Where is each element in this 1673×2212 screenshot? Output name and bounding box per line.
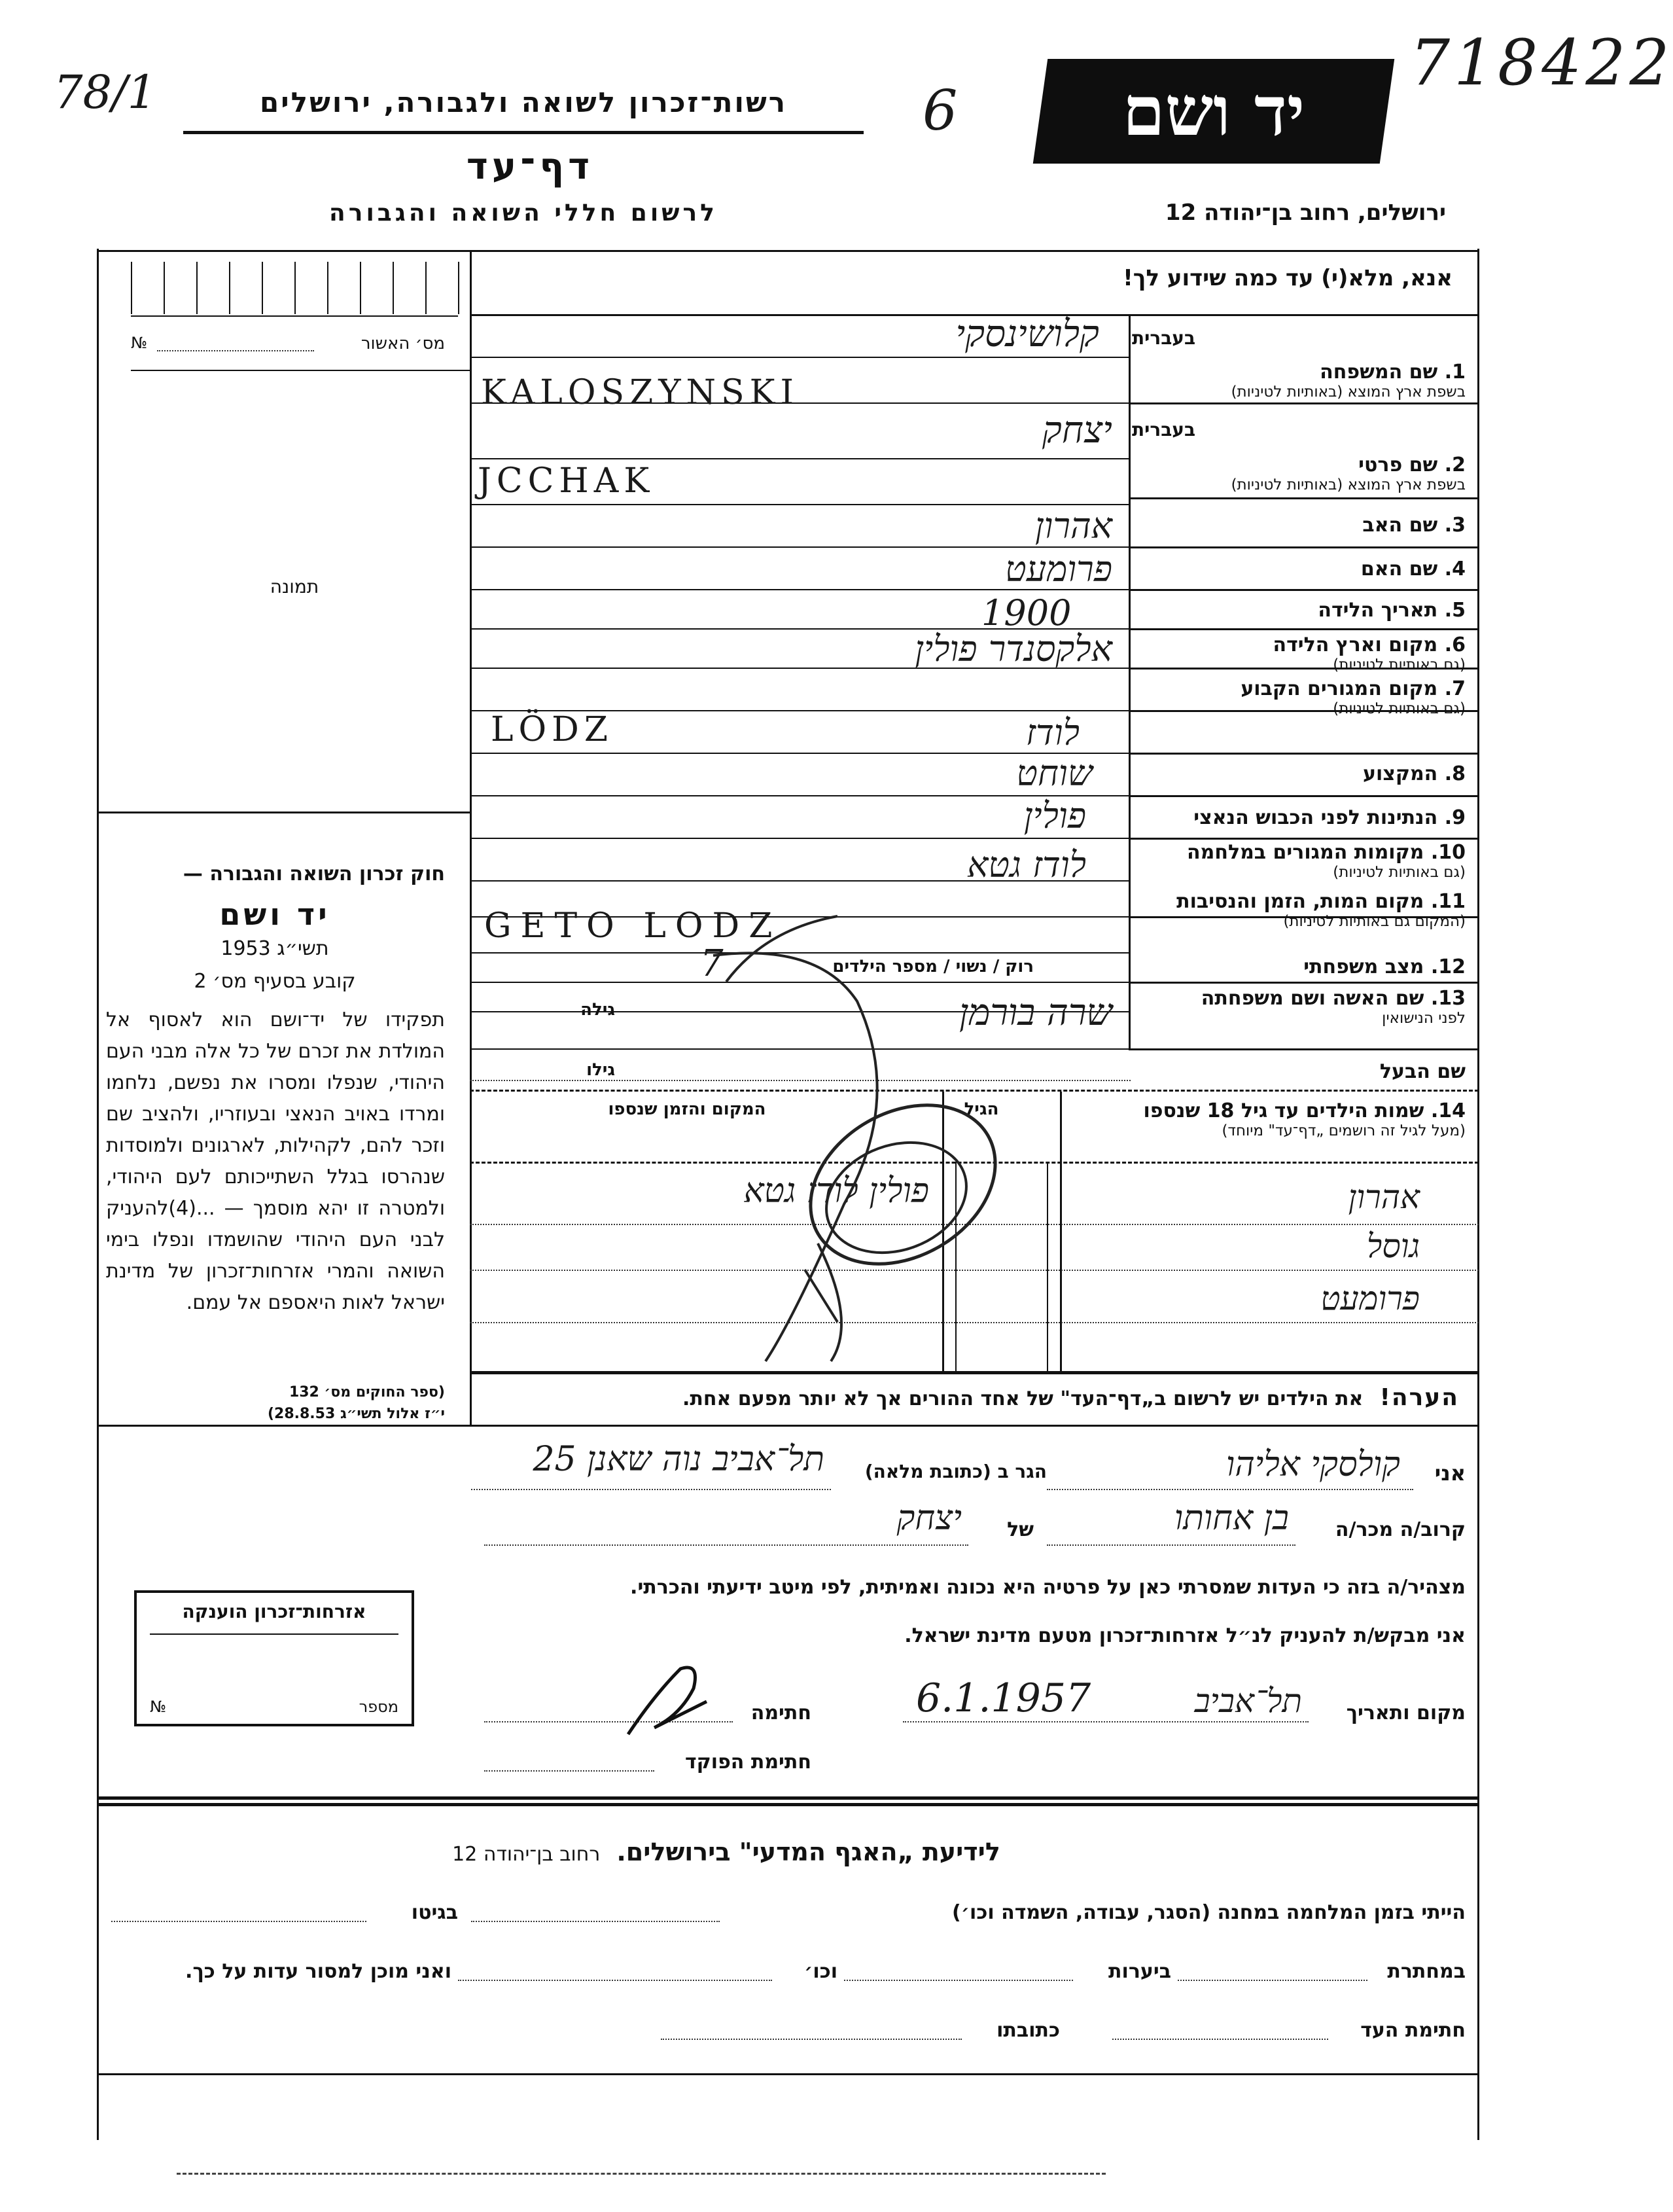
decl-of-value: יצחק [896, 1499, 962, 1538]
field-13-num: 13. [1430, 987, 1466, 1010]
field-2-label: שם פרטי [1358, 454, 1438, 476]
field-4-label: שם האם [1360, 558, 1438, 580]
field-6-label: מקום וארץ הלידה [1273, 633, 1438, 656]
field-10-sub: (גם באותיות לטיניות) [1333, 864, 1466, 881]
field-11-num: 11. [1430, 890, 1466, 913]
decl-date: 6.1.1957 [916, 1675, 1091, 1721]
field-11-label: מקום המות, הזמן והנסיבות [1176, 890, 1424, 913]
field-marital-status [1132, 955, 1466, 978]
field-children [1073, 1099, 1466, 1139]
authority-line: רשות־זכרון לשואה ולגבורה, ירושלים [259, 86, 788, 118]
field-10-label: מקומות המגורים במלחמה [1187, 841, 1424, 864]
decl-i-label: אני [1434, 1461, 1466, 1486]
decl-address: תל־אביב נוה שאנן 25 [533, 1440, 824, 1479]
footer-heading-address: רחוב בן־יהודה 12 [452, 1843, 601, 1866]
field-2-tag: בעברית [1132, 419, 1196, 440]
field-nationality [1132, 806, 1466, 829]
field-3-num: 3. [1444, 514, 1466, 537]
children-col-place: המקום והזמן שנספו [608, 1099, 766, 1119]
value-residence-latin: LÖDZ [491, 710, 613, 749]
field-birth-place [1132, 633, 1466, 673]
footer-line2-b: ביערות [1108, 1960, 1171, 1983]
field-husband: שם הבעל [1379, 1060, 1466, 1083]
field-family-name [1132, 327, 1466, 401]
signature-scribble [615, 1656, 720, 1747]
footer-heading [262, 1838, 1191, 1866]
decl-declarant: קולסקי אליהו [1226, 1445, 1400, 1484]
footer-line2-d: ואני מוכן למסור עדות על כך. [185, 1960, 451, 1983]
note-text: את הילדים יש לרשום ב„דף־העד" של אחד ההורים אך לא יותר מפעם אחת. [682, 1387, 1364, 1410]
law-title: חוק זכרון השואה והגבורה — [183, 863, 445, 885]
field-1-sub: בשפת ארץ המוצא (באותיות לטיניות) [1231, 384, 1466, 401]
law-ref-2: י״ז אלול תשי״ג 28.8.53) [267, 1406, 445, 1422]
citizenship-box [134, 1590, 414, 1726]
decl-signature-label: חתימה [750, 1702, 811, 1724]
decl-statement: מצהיר/ה בזה כי העדות שמסרתי כאן על פרטיה היא נכונה ואמיתית, לפי מיטב ידיעתי והכרתי. [630, 1576, 1466, 1599]
field-11-sub: (המקום גם באותיות לטיניות) [1283, 913, 1466, 930]
value-war-residence: לודז גטא [966, 844, 1086, 885]
value-children-count: 7 [700, 942, 724, 985]
law-year: תשי״ג 1953 [220, 937, 329, 960]
children-col-age: הגיל [964, 1099, 999, 1119]
field-death-place [1132, 890, 1466, 930]
field-residence [1132, 677, 1466, 717]
decl-of-label: של [1007, 1518, 1034, 1541]
child-name-1: אהרון [1348, 1178, 1420, 1216]
field-1-num: 1. [1444, 361, 1466, 384]
footer-line2-c: וכו׳ [804, 1960, 837, 1983]
decl-request: אני מבקש/ת להעניק לנ״ל אזרחות־זכרון מטעם מדינת ישראל. [904, 1624, 1466, 1647]
archive-number: 718422 [1410, 26, 1673, 99]
field-profession [1132, 762, 1466, 785]
field-7-label: מקום המגורים הקבוע [1241, 677, 1438, 700]
footer-line1-a: הייתי בזמן המלחמה במחנה (הסגר, עבודה, השמדה וכו׳) [952, 1901, 1466, 1924]
field-13-label: שם האשה ושם משפחתה [1201, 987, 1424, 1010]
citizenship-no-sign: № [150, 1698, 166, 1716]
child-name-3: פרומעט [1320, 1279, 1420, 1317]
field-7-num: 7. [1444, 677, 1466, 700]
value-residence-he: לודז [1025, 712, 1080, 753]
approval-no-label: מס׳ האשור [361, 334, 445, 353]
value-nationality: פולין [1023, 795, 1086, 836]
photo-label: תמונה [270, 576, 319, 598]
decl-place: תל־אביב [1194, 1682, 1302, 1720]
value-profession: שוחט [1016, 753, 1093, 794]
value-death-place: GETO LODZ [484, 906, 782, 946]
children-place: פולין לודז גטא [743, 1171, 929, 1211]
value-wife: שרה בורמן [959, 991, 1112, 1034]
field-6-num: 6. [1444, 633, 1466, 656]
field-8-label: המקצוע [1362, 762, 1438, 785]
decl-relative-label: קרוב/ה מכר/ה [1335, 1518, 1466, 1541]
field-9-num: 9. [1444, 806, 1466, 829]
field-mother [1132, 558, 1466, 580]
child-name-2: גוסל [1366, 1227, 1420, 1265]
marital-options: רוק / נשוי / מספר הילדים [832, 957, 1034, 976]
field-first-name [1132, 419, 1466, 493]
form-title: דף־עד [466, 145, 594, 188]
law-ref-1: (ספר החוקים מס׳ 132 [289, 1384, 445, 1400]
ink-scribble [687, 903, 1080, 1400]
no-sign: № [131, 334, 147, 352]
field-2-sub: בשפת ארץ המוצא (באותיות לטיניות) [1231, 476, 1466, 493]
field-6-sub: (גם באותיות לטיניות) [1333, 656, 1466, 673]
decl-officer-label: חתימת הפוקד [685, 1751, 811, 1774]
field-12-label: מצב משפחתי [1303, 955, 1424, 978]
field-birth-date [1132, 599, 1466, 622]
field-14-num: 14. [1430, 1099, 1466, 1122]
value-first-name-he: יצחק [1042, 409, 1112, 452]
decl-relation: בן אחותו [1174, 1499, 1289, 1538]
field-4-num: 4. [1444, 558, 1466, 580]
field-10-num: 10. [1430, 841, 1466, 864]
address-line: ירושלים, רחוב בן־יהודה 12 [1165, 200, 1446, 226]
field-war-residence [1132, 841, 1466, 881]
sheet-number: 6 [923, 79, 958, 143]
field-3-label: שם האב [1362, 514, 1438, 537]
field-14-label: שמות הילדים עד גיל 18 שנספו [1143, 1099, 1424, 1122]
field-7-sub: (גם באותיות לטיניות) [1333, 700, 1466, 717]
field-5-num: 5. [1444, 599, 1466, 622]
note-row [484, 1384, 1459, 1411]
field-9-label: הנתינות לפני הכבוש הנאצי [1193, 806, 1438, 829]
form-subtitle: לרשום חללי השואה והגבורה [329, 200, 718, 226]
footer-line3-a: חתימת העד [1360, 2019, 1466, 2042]
law-name: יד ושם [219, 897, 330, 932]
field-12-num: 12. [1430, 955, 1466, 978]
field-14-sub: (מעל לגיל זה רושמים „דף־עד" מיוחד) [1222, 1122, 1466, 1139]
yad-vashem-logo [1033, 59, 1394, 164]
value-birth-date: 1900 [981, 592, 1072, 633]
footer-line2-a: במחתרת [1387, 1960, 1466, 1983]
value-mother: פרומעט [1005, 548, 1112, 590]
law-clause: קובע בסעיף מס׳ 2 [194, 970, 356, 993]
note-label: הערה! [1379, 1384, 1459, 1411]
wife-age-label: גילה [580, 1000, 615, 1020]
value-birth-place: אלקסנדר פולין [915, 628, 1112, 669]
decl-resides-label: הגר ב (כתובת מלאה) [864, 1461, 1047, 1482]
field-father [1132, 514, 1466, 537]
margin-note: 78/1 [54, 65, 157, 119]
footer-heading-bold: לידיעת „האגף המדעי" בירושלים. [616, 1838, 1000, 1866]
field-1-tag: בעברית [1132, 327, 1196, 349]
field-5-label: תאריך הלידה [1318, 599, 1438, 622]
logo-text: יד ושם [1122, 71, 1305, 151]
field-2-num: 2. [1444, 454, 1466, 476]
husband-age-label: גילו [586, 1060, 615, 1080]
citizenship-number-label: מספר [359, 1698, 398, 1716]
value-father: אהרון [1034, 505, 1112, 546]
value-family-name-he: קלושינסקי [955, 313, 1099, 355]
value-family-name-latin: KALOSZYNSKI [481, 373, 800, 412]
decl-place-date-label: מקום ותאריך [1346, 1702, 1466, 1724]
citizenship-box-title: אזרחות־זכרון הוענקה [182, 1601, 366, 1622]
footer-line1-b: בגיטו [411, 1901, 458, 1924]
field-13-sub: לפני הנישואין [1382, 1010, 1466, 1027]
value-first-name-latin: JCCHAK [478, 461, 655, 501]
field-8-num: 8. [1444, 762, 1466, 785]
law-text: תפקידו של יד־ושם הוא לאסוף אל המולדת את זכרם של כל אלה מבני העם היהודי, שנפלו ומסרו את נפשם, נלחמו ומרדו באויב הנאצי ובעוזריו, ולהציב שם וזכר להם, לקהילות, לארגונים ולמוסדות שנהרסו בגלל השתייכותם לעם היהודי, ולמטרה זו יהא מוסמך — ...(4)להעניק לבני העם היהודי שהושמדו ונפלו בימי השואה והמרי אזרחות־זכרון של מדינת ישראל לאות היאספם אל עמם. [106, 1008, 445, 1314]
field-wife [1132, 987, 1466, 1027]
instruction: אנא, מלא(י) עד כמה שידוע לך! [1123, 265, 1453, 291]
scan-artifact-line [177, 2173, 1106, 2175]
footer-line3-b: כתובתו [996, 2019, 1060, 2042]
field-1-label: שם המשפחה [1320, 361, 1438, 384]
